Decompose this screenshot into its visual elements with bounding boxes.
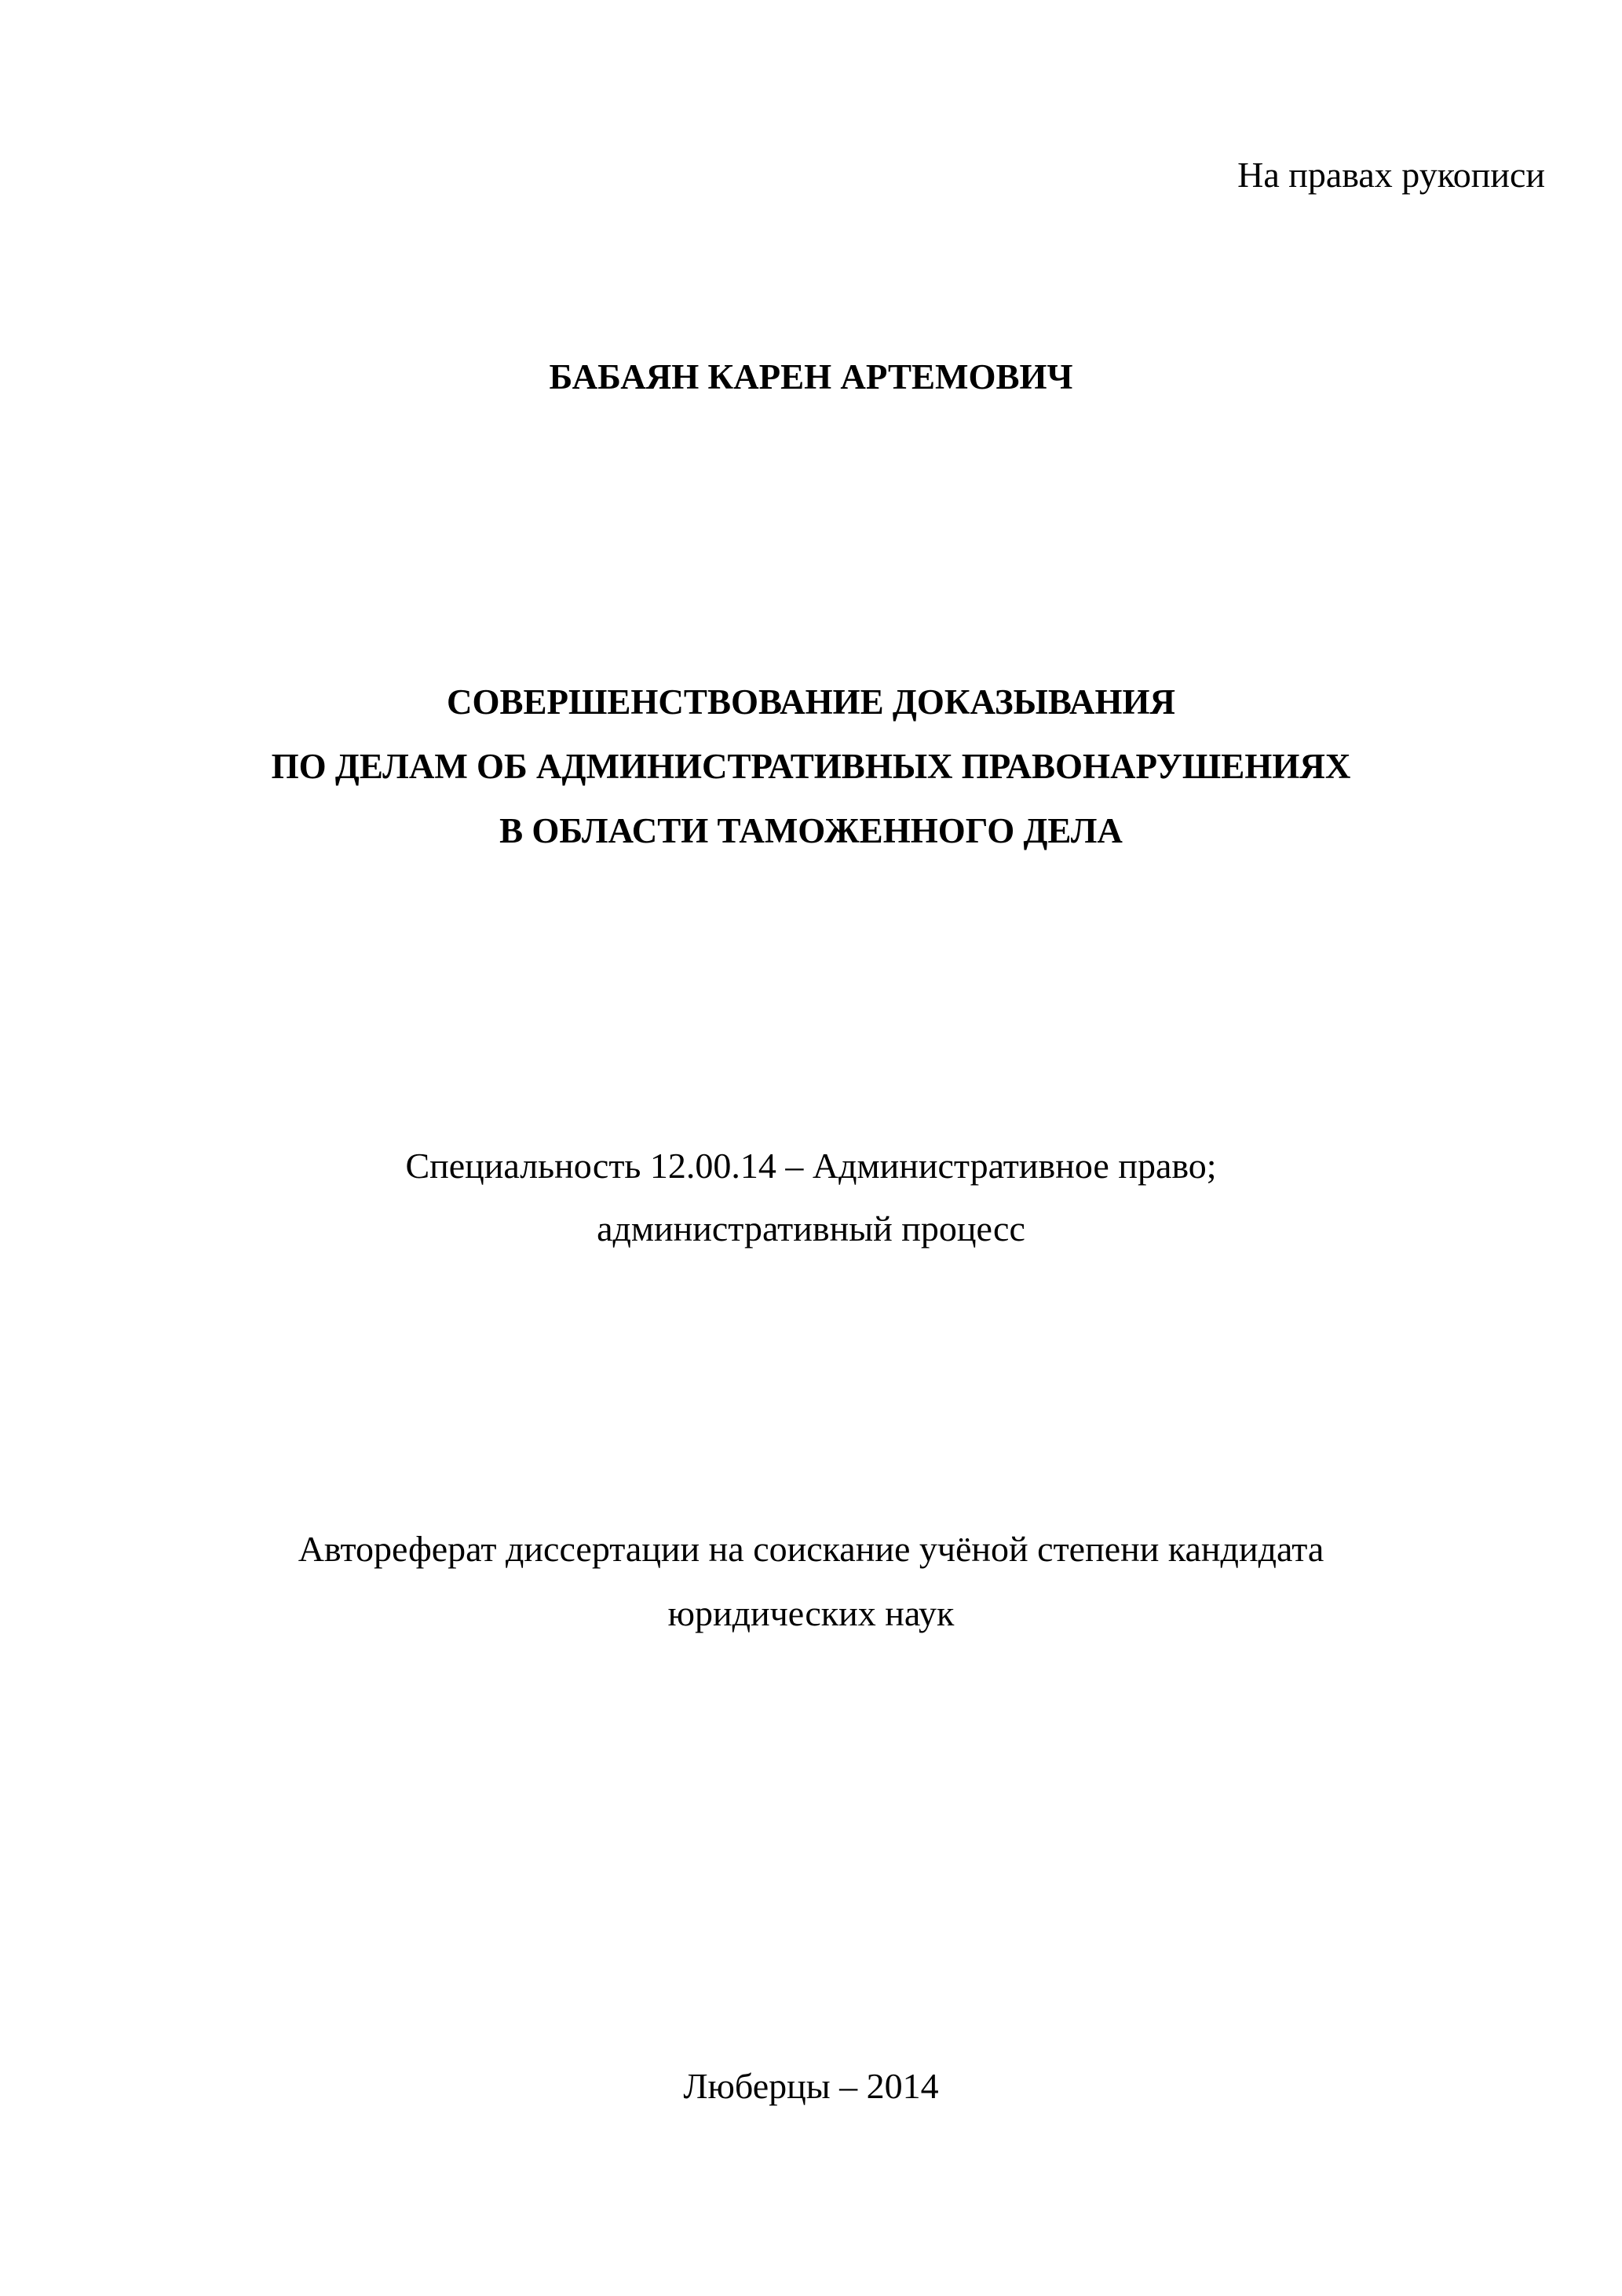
title-line-2: ПО ДЕЛАМ ОБ АДМИНИСТРАТИВНЫХ ПРАВОНАРУШЕНИЯХ [271,747,1351,786]
title-line-3: В ОБЛАСТИ ТАМОЖЕННОГО ДЕЛА [499,811,1123,850]
manuscript-note: На правах рукописи [1237,155,1545,195]
author-name: БАБАЯН КАРЕН АРТЕМОВИЧ [549,357,1073,397]
abstract-line-1: Автореферат диссертации на соискание учёной степени кандидата [298,1529,1324,1569]
title-line-1: СОВЕРШЕНСТВОВАНИЕ ДОКАЗЫВАНИЯ [446,682,1175,722]
specialty-line-1: Специальность 12.00.14 – Административное право; [405,1146,1217,1186]
abstract-line-2: юридических наук [667,1593,955,1633]
place-and-year: Люберцы – 2014 [683,2066,939,2106]
specialty-line-2: административный процесс [597,1208,1025,1249]
